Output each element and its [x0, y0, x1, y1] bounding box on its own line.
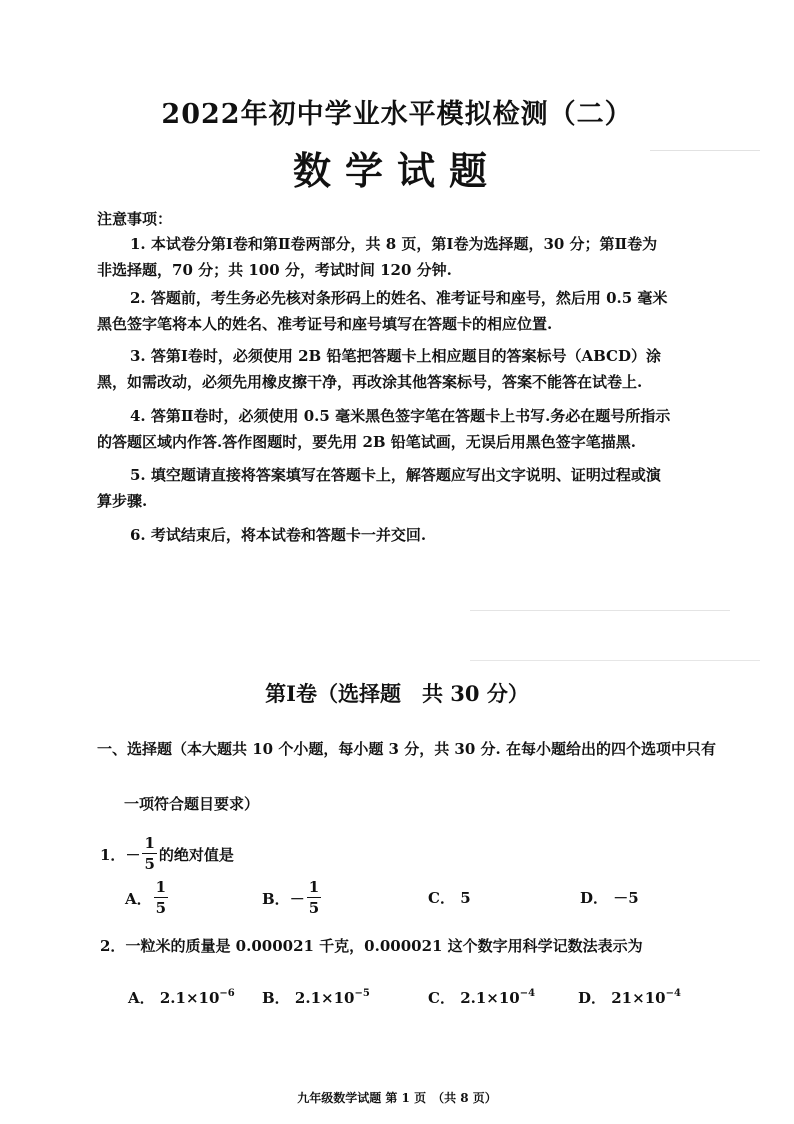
minus-sign: －	[125, 845, 141, 864]
option-label: B．	[262, 989, 290, 1007]
option-label: C．	[428, 889, 455, 907]
question-number: 1．	[100, 845, 126, 864]
question-2-option-b[interactable]	[262, 987, 370, 1008]
option-label: C．	[428, 989, 455, 1007]
bleed-through-mark	[470, 610, 730, 619]
option-exponent: −4	[519, 988, 536, 999]
option-base: 21×10	[611, 989, 666, 1007]
notice-item-5	[97, 462, 705, 514]
notice-line: 4. 答第Ⅱ卷时，必须使用 0.5 毫米黑色签字笔在答题卡上书写.务必在题号所指示	[130, 407, 671, 425]
question-number: 2．	[100, 937, 126, 955]
option-text: 5	[460, 889, 471, 907]
notice-item-4	[97, 403, 705, 455]
notice-line: 黑色签字笔将本人的姓名、准考证号和座号填写在答题卡的相应位置.	[97, 315, 553, 333]
section-title: 第Ⅰ卷（选择题 共 30 分）	[265, 681, 529, 706]
option-base: 2.1×10	[294, 989, 355, 1007]
notice-line: 非选择题，70 分；共 100 分，考试时间 120 分钟.	[97, 261, 452, 279]
notice-line: 1. 本试卷分第Ⅰ卷和第Ⅱ卷两部分，共 8 页，第Ⅰ卷为选择题，30 分；第Ⅱ卷为	[130, 235, 658, 253]
option-label: A．	[125, 889, 152, 908]
section-instruction-cont: 一项符合题目要求）	[124, 795, 260, 813]
option-label: D．	[580, 889, 609, 907]
option-label: A．	[128, 989, 155, 1007]
page-footer: 九年级数学试题 第 1 页 （共 8 页）	[297, 1091, 497, 1105]
fraction	[142, 836, 156, 872]
option-label: B．	[262, 889, 290, 908]
notice-item-3	[97, 343, 705, 395]
option-exponent: −4	[665, 988, 681, 999]
option-base: 2.1×10	[460, 989, 520, 1007]
question-1-option-d[interactable]	[580, 887, 639, 908]
fraction	[307, 880, 321, 916]
question-1-option-b[interactable]	[262, 877, 323, 919]
notice-line: 的答题区域内作答.答作图题时，要先用 2B 铅笔试画，无误后用黑色签字笔描黑.	[97, 433, 637, 451]
minus-sign: －	[289, 889, 305, 908]
question-1-option-a[interactable]	[125, 877, 170, 919]
question-2-stem	[100, 935, 643, 956]
fraction-denominator: 5	[308, 899, 320, 917]
fraction-numerator: 1	[144, 834, 155, 852]
question-text: 的绝对值是	[158, 845, 234, 864]
bleed-through-mark	[470, 660, 760, 669]
notice-line: 6. 考试结束后，将本试卷和答题卡一并交回.	[130, 526, 427, 544]
question-2-option-a[interactable]	[128, 987, 235, 1008]
question-1-option-c[interactable]	[428, 887, 471, 908]
notice-item-2	[97, 285, 705, 337]
notice-line: 2. 答题前，考生务必先核对条形码上的姓名、准考证号和座号，然后用 0.5 毫米	[130, 289, 668, 307]
fraction-denominator: 5	[144, 855, 155, 873]
notice-line: 5. 填空题请直接将答案填写在答题卡上，解答题应写出文字说明、证明过程或演	[130, 466, 661, 484]
option-text: －5	[613, 889, 639, 907]
fraction-numerator: 1	[155, 878, 167, 896]
question-1-stem	[100, 834, 234, 874]
notice-heading: 注意事项：	[97, 210, 173, 228]
notice-item-6	[97, 522, 705, 548]
notice-item-1	[97, 231, 705, 283]
option-base: 2.1×10	[159, 989, 220, 1007]
notice-line: 3. 答第Ⅰ卷时，必须使用 2B 铅笔把答题卡上相应题目的答案标号（ABCD）涂	[130, 347, 662, 365]
exam-subject-title: 数学试题	[292, 148, 501, 193]
fraction	[154, 880, 168, 916]
question-2-option-d[interactable]	[578, 987, 681, 1008]
question-text: 一粒米的质量是 0.000021 千克，0.000021 这个数字用科学记数法表示为	[125, 937, 643, 955]
notice-line: 黑，如需改动，必须先用橡皮擦干净，再改涂其他答案标号，答案不能答在试卷上.	[97, 373, 643, 391]
question-2-option-c[interactable]	[428, 987, 535, 1008]
fraction-numerator: 1	[308, 878, 320, 896]
option-label: D．	[578, 989, 607, 1007]
fraction-denominator: 5	[155, 899, 167, 917]
notice-line: 算步骤.	[97, 492, 148, 510]
exam-title: 2022年初中学业水平模拟检测（二）	[161, 99, 633, 130]
option-exponent: −6	[219, 988, 235, 999]
section-instruction: 一、选择题（本大题共 10 个小题，每小题 3 分，共 30 分. 在每小题给出的四个选项中只有	[97, 740, 716, 758]
option-exponent: −5	[354, 988, 370, 999]
